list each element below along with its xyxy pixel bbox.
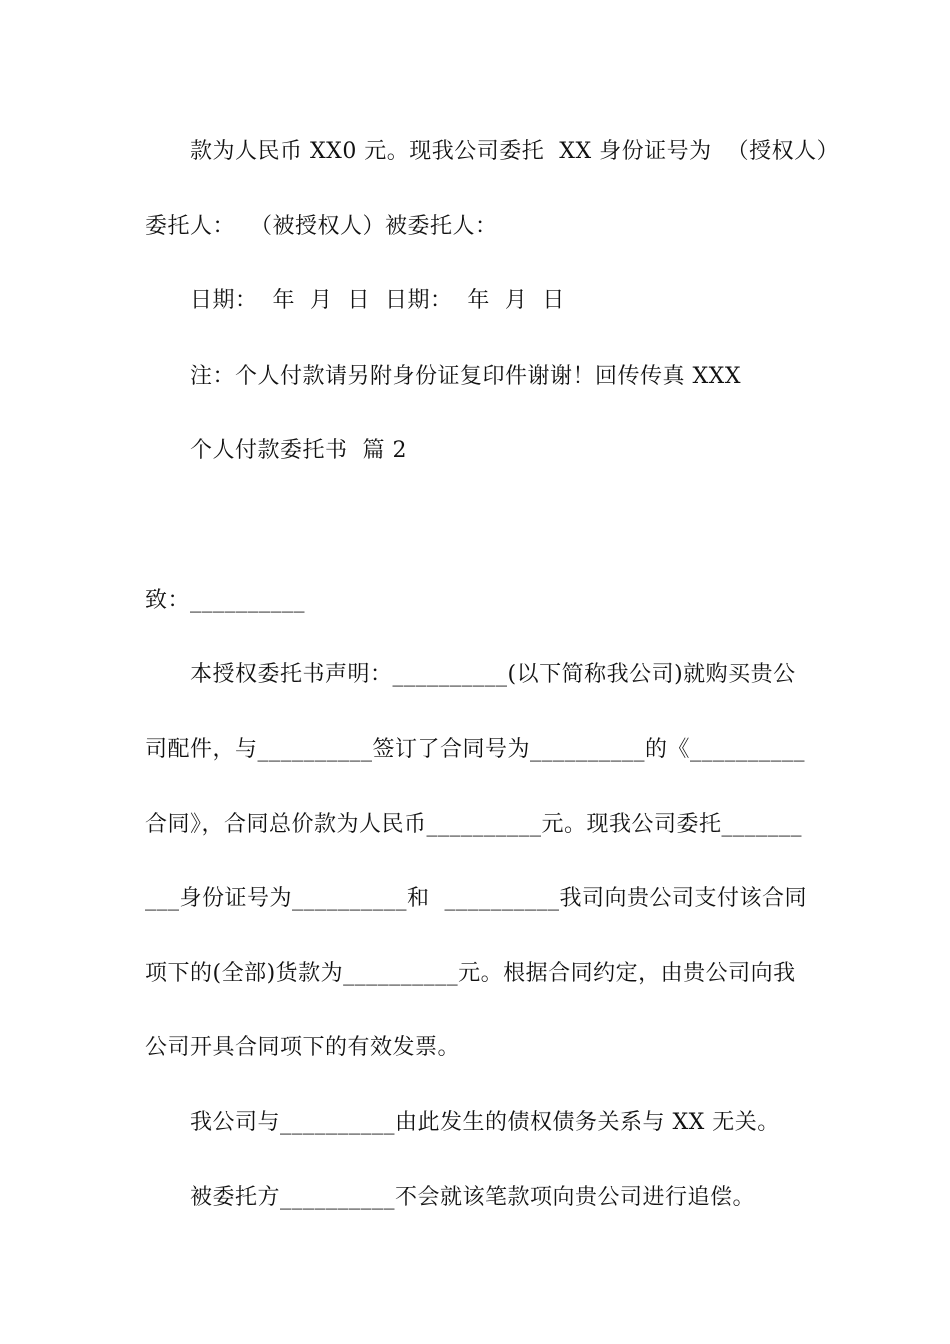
text-line-payment-total: 项下的(全部)货款为__________元。根据合同约定，由贵公司向我 bbox=[145, 961, 796, 986]
text-line-declaration: 本授权委托书声明：__________(以下简称我公司)就购买贵公 bbox=[190, 662, 796, 687]
text-line-liability: 我公司与__________由此发生的债权债务关系与 XX 无关。 bbox=[190, 1110, 780, 1135]
text-line-contract-price: 合同》，合同总价款为人民币__________元。现我公司委托_______ bbox=[145, 812, 803, 837]
text-line-no-recourse: 被委托方__________不会就该笔款项向贵公司进行追偿。 bbox=[190, 1185, 756, 1210]
text-line-principal-agent: 委托人： （被授权人）被委托人： bbox=[145, 214, 498, 239]
text-line-id-numbers: ___身份证号为__________和 __________我司向贵公司支付该合同 bbox=[145, 886, 807, 911]
section-title: 个人付款委托书 篇 2 bbox=[190, 438, 407, 463]
addressee-line: 致：__________ bbox=[145, 588, 306, 613]
text-line-note: 注：个人付款请另附身份证复印件谢谢！回传传真 XXX bbox=[190, 364, 741, 389]
text-line-dates: 日期： 年 月 日 日期： 年 月 日 bbox=[190, 288, 565, 313]
text-line-contract-parties: 司配件，与__________签订了合同号为__________的《__________ bbox=[145, 737, 806, 762]
text-line-invoice: 公司开具合同项下的有效发票。 bbox=[145, 1035, 461, 1060]
text-line-payment-amount: 款为人民币 XX0 元。现我公司委托 XX 身份证号为 （授权人） bbox=[190, 139, 840, 164]
